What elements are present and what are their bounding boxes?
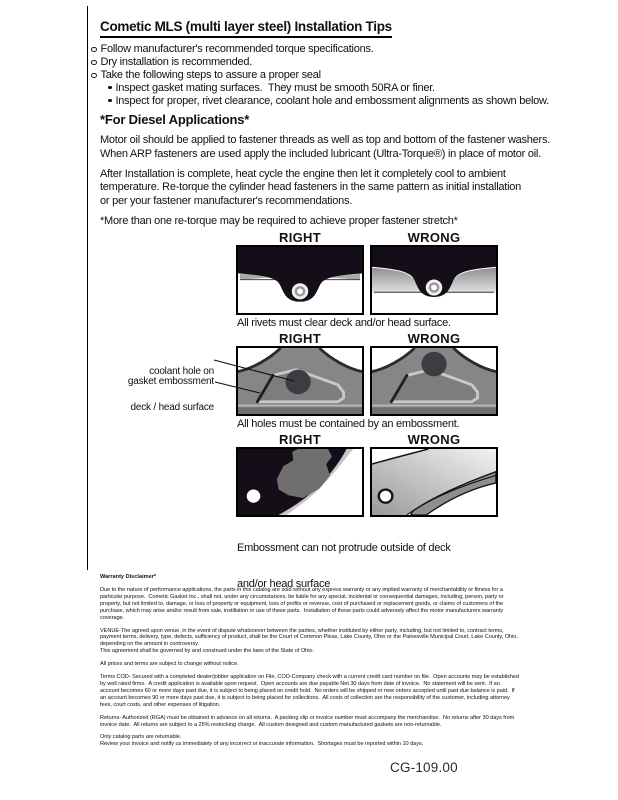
warranty-disclaimer-heading: Warranty Disclaimer* [100, 574, 157, 580]
wrong-header: WRONG [407, 432, 461, 447]
legal-paragraph [100, 628, 520, 656]
paragraph-line: When ARP fasteners are used apply the included lubricant (Ultra-Torque®) in place of motor oil. [100, 147, 541, 160]
gasket-embossment-label: gasket embossment [127, 376, 214, 387]
legal-text: Only catalog parts are returnable. [100, 734, 182, 741]
open-bullet-icon [91, 60, 97, 66]
wrong-header: WRONG [407, 230, 461, 245]
caption-line: and/or head surface [237, 578, 331, 590]
wrong-header: WRONG [407, 331, 461, 346]
figure-row1-caption: All rivets must clear deck and/or head surface. [237, 317, 451, 329]
legal-text: This agreement shall be governed by and construed under the laws of the State of Ohio. [100, 648, 314, 655]
diesel-heading: *For Diesel Applications* [100, 112, 250, 127]
list-item [108, 95, 549, 108]
list-item [91, 56, 549, 69]
paragraph-line: Motor oil should be applied to fastener threads as well as top and bottom of the fastener washers. [100, 134, 550, 146]
protrusion-wrong-image [372, 449, 496, 515]
right-header: RIGHT [279, 432, 321, 447]
paragraph [100, 168, 550, 209]
filled-bullet-icon [108, 99, 112, 103]
legal-paragraph [100, 674, 520, 709]
legal-text: Review your invoice and notify us immediately of any incorrect or inaccurate information. Shortages must be reported within 10 days. [100, 741, 424, 748]
label-line: coolant hole on [149, 366, 214, 377]
left-margin-rule [87, 6, 88, 570]
right-header: RIGHT [279, 331, 321, 346]
diesel-section [100, 112, 550, 235]
figure-rivet-wrong [370, 245, 498, 315]
paragraph-line: After Installation is complete, heat cycle the engine then let it completely cool to ambient [100, 167, 506, 180]
hole-containment-right-image [238, 348, 362, 414]
open-bullet-icon [91, 47, 97, 53]
list-item [91, 69, 549, 82]
paragraph-line: temperature. Re-torque the cylinder head fasteners in the same pattern as initial installation [100, 181, 522, 194]
paragraph [100, 134, 550, 162]
list-item [91, 43, 549, 56]
list-item-text: Take the following steps to assure a proper seal [100, 69, 321, 81]
rivet-clearance-right-image [238, 247, 362, 313]
legal-paragraph [100, 715, 520, 729]
document-code: CG-109.00 [390, 760, 458, 775]
list-item-text: Follow manufacturer's recommended torque specifications. [100, 43, 374, 55]
paragraph-line: or per your fastener manufacturer's recommendations. [100, 195, 352, 208]
figure-protrusion-right [236, 447, 364, 517]
figure-embossment-right [236, 346, 364, 416]
figure-protrusion-wrong [370, 447, 498, 517]
rivet-clearance-wrong-image [372, 247, 496, 313]
list-item-text: Inspect gasket mating surfaces. They must be smooth 50RA or finer. [115, 82, 435, 94]
paragraph [100, 215, 550, 229]
figure-rivet-right [236, 245, 364, 315]
list-item-text: Dry installation is recommended. [100, 56, 253, 68]
list-item-text: Inspect for proper, rivet clearance, coolant hole and embossment alignments as shown below. [115, 95, 549, 107]
legal-text: Returns- Authorized (RGA) must be obtained in advance on all returns. A packing slip or invoice number must accompany the merchandise. No returns after 30 days from invoice date. All returns are subject to a 25% restocking charge. All custom designed and custom manufactured gaskets are non-returnable. [100, 714, 516, 728]
page-title: Cometic MLS (multi layer steel) Installation Tips [100, 19, 392, 38]
legal-text: VENUE-The agreed upon venue, in the event of dispute whatsoever between the parties, whether instituted by either party, including, but not limited to, contract terms, payment terms, delivery, type, defects, sufficiency of product, shall be the Court of Common Pleas, Lake County, Ohio or the Painesville Municipal Court, Lake County, Ohio, depending on the amount in controversy. [100, 627, 520, 648]
hole-containment-wrong-image [372, 348, 496, 414]
tips-list [91, 43, 549, 108]
legal-paragraph [100, 587, 520, 622]
coolant-hole-label [118, 342, 214, 438]
legal-text: Due to the nature of performance applications, the parts in this catalog are sold without any express warranty or any implied warranty of merchantability or fitness for a particular purpose. Cometic Gasket Inc., shall not, under any circumstances, be liable for any special, incidental or consequential damages, including, person, party or property, but not limited to, damage, or loss of property or equipment, loss of profits or revenue, cost of purchased or replacement goods, or claims of customers of the purchase, which may arise and/or result from sale, instillation or use of these parts. Installation of these parts could adversely affect the motor manufacturers warranty coverage. [100, 587, 506, 621]
legal-text: All prices and terms are subject to change without notice. [100, 661, 239, 668]
right-header: RIGHT [279, 230, 321, 245]
legal-text: Terms COD- Secured with a completed dealer/jobber application on File, COD-Company check with a current credit card number on file. Open accounts may be established by well rated firms. A credit application is available upon request. Open accounts are due payable Net 30 days from date of invoice. No statement will be sent. If an account becomes 60 or more days past due, it is subject to being placed on credit hold. No orders will be shipped or new orders accepted until past due balance is paid. If an account becomes 90 or more days past due, it is subject to being placed for collections. All costs of collection are the responsibility of the customer, including attorney fees, court costs, and other expenses of litigation. [100, 674, 521, 708]
figure-embossment-wrong [370, 346, 498, 416]
caption-line: Embossment can not protrude outside of deck [237, 542, 451, 554]
figure-row2-caption: All holes must be contained by an embossment. [237, 418, 460, 430]
list-item [108, 82, 549, 95]
protrusion-right-image [238, 449, 362, 515]
legal-paragraph [100, 661, 520, 668]
legal-section [100, 574, 520, 754]
legal-paragraph [100, 734, 520, 748]
label-line: deck / head surface [130, 402, 214, 413]
retorque-note: *More than one re-torque may be required to achieve proper fastener stretch* [100, 214, 458, 227]
filled-bullet-icon [108, 86, 112, 90]
open-bullet-icon [91, 73, 97, 79]
